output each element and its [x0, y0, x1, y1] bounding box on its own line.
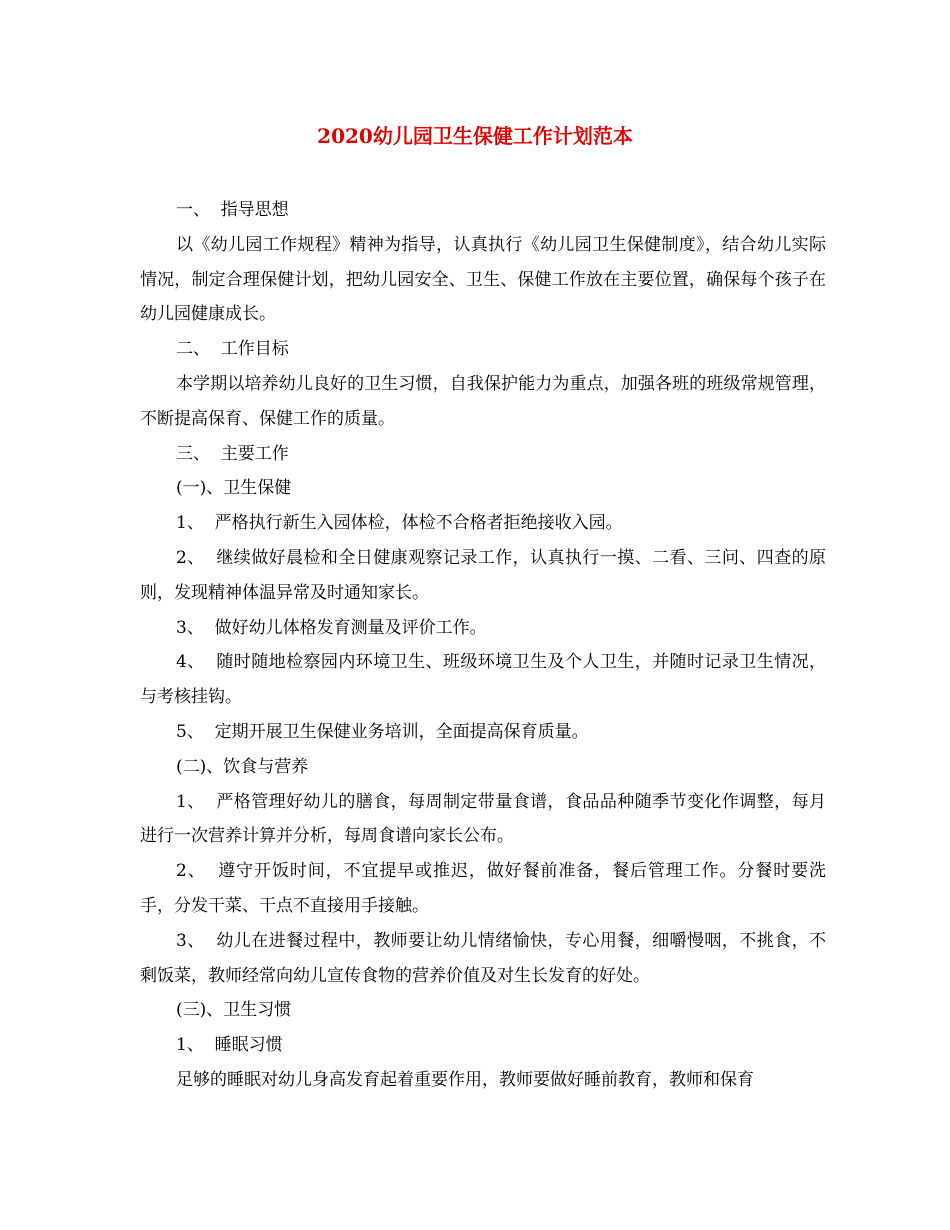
subheading-diet-nutrition: (二)、饮食与营养: [176, 756, 309, 777]
list-item: 4、 随时随地检察园内环境卫生、班级环境卫生及个人卫生，并随时记录卫生情况，与考核挂钩。: [140, 652, 826, 708]
heading-guiding-ideology: 一、 指导思想: [176, 200, 289, 220]
paragraph-guiding-ideology: 以《幼儿园工作规程》精神为指导，认真执行《幼儿园卫生保健制度》，结合幼儿实际情况，制定合理保健计划，把幼儿园安全、卫生、保健工作放在主要位置，确保每个孩子在幼儿园健康成长。: [140, 234, 826, 325]
list-item: 1、 严格执行新生入园体检，体检不合格者拒绝接收入园。: [176, 513, 623, 534]
list-item: 3、 幼儿在进餐过程中，教师要让幼儿情绪愉快，专心用餐，细嚼慢咽，不挑食，不剩饭菜，教师经常向幼儿宣传食物的营养价值及对生长发育的好处。: [140, 930, 826, 986]
list-item: 2、 遵守开饭时间，不宜提早或推迟，做好餐前准备，餐后管理工作。分餐时要洗手，分发干菜、干点不直接用手接触。: [140, 861, 826, 916]
list-item: 1、 严格管理好幼儿的膳食，每周制定带量食谱，食品品种随季节变化作调整，每月进行一次营养计算并分析，每周食谱向家长公布。: [140, 791, 826, 847]
heading-main-work: 三、 主要工作: [176, 443, 289, 464]
heading-work-goals: 二、 工作目标: [176, 339, 289, 360]
list-item: 1、 睡眠习惯: [176, 1035, 283, 1056]
document-body: [140, 193, 826, 1098]
list-item: 2、 继续做好晨检和全日健康观察记录工作，认真执行一摸、二看、三问、四查的原则，发现精神体温异常及时通知家长。: [140, 547, 826, 603]
paragraph-sleep: 足够的睡眠对幼儿身高发育起着重要作用，教师要做好睡前教育，教师和保育: [176, 1069, 754, 1090]
list-item: 3、 做好幼儿体格发育测量及评价工作。: [176, 617, 487, 638]
subheading-hygiene-habits: (三)、卫生习惯: [176, 1000, 292, 1021]
document-title: 2020幼儿园卫生保健工作计划范本: [317, 124, 633, 148]
subheading-hygiene-care: (一)、卫生保健: [176, 478, 292, 499]
paragraph-work-goals: 本学期以培养幼儿良好的卫生习惯，自我保护能力为重点，加强各班的班级常规管理，不断提高保育、保健工作的质量。: [140, 373, 826, 429]
list-item: 5、 定期开展卫生保健业务培训，全面提高保育质量。: [176, 721, 589, 742]
